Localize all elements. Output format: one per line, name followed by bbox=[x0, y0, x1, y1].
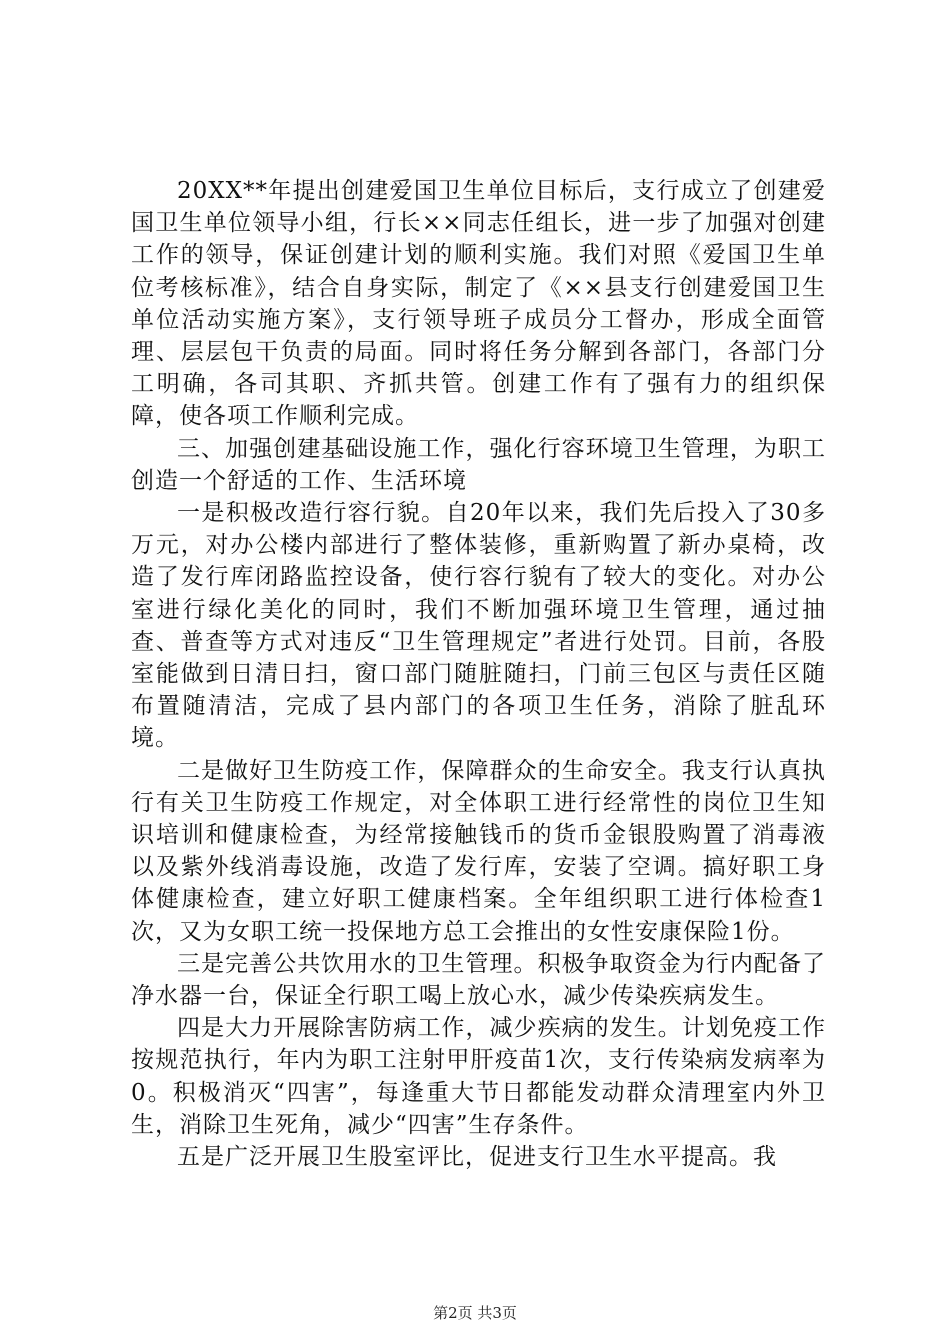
document-body bbox=[131, 175, 826, 1173]
paragraph-1: 20XX**年提出创建爱国卫生单位目标后，支行成立了创建爱国卫生单位领导小组，行长××同志任组长，进一步了加强对创建工作的领导，保证创建计划的顺利实施。我们对照《爱国卫生单位考核标准》，结合自身实际，制定了《××县支行创建爱国卫生单位活动实施方案》，支行领导班子成员分工督办，形成全面管理、层层包干负责的局面。同时将任务分解到各部门，各部门分工明确，各司其职、齐抓共管。创建工作有了强有力的组织保障，使各项工作顺利完成。 bbox=[131, 178, 826, 430]
paragraph-5: 三是完善公共饮用水的卫生管理。积极争取资金为行内配备了净水器一台，保证全行职工喝上放心水，减少传染疾病发生。 bbox=[131, 950, 826, 1010]
paragraph-2-heading: 三、加强创建基础设施工作，强化行容环境卫生管理，为职工创造一个舒适的工作、生活环境 bbox=[131, 435, 826, 494]
paragraph-3: 一是积极改造行容行貌。自20年以来，我们先后投入了30多万元，对办公楼内部进行了整体装修，重新购置了新办桌椅，改造了发行库闭路监控设备，使行容行貌有了较大的变化。对办公室进行绿化美化的同时，我们不断加强环境卫生管理，通过抽查、普查等方式对违反“卫生管理规定”者进行处罚。目前，各股室能做到日清日扫，窗口部门随脏随扫，门前三包区与责任区随布置随清洁，完成了县内部门的各项卫生任务，消除了脏乱环境。 bbox=[131, 500, 826, 752]
paragraph-7: 五是广泛开展卫生股室评比，促进支行卫生水平提高。我 bbox=[177, 1144, 777, 1171]
paragraph-6: 四是大力开展除害防病工作，减少疾病的发生。计划免疫工作按规范执行，年内为职工注射甲肝疫苗1次，支行传染病发病率为0。积极消灭“四害”，每逢重大节日都能发动群众清理室内外卫生，消除卫生死角，减少“四害”生存条件。 bbox=[131, 1015, 826, 1138]
paragraph-4: 二是做好卫生防疫工作，保障群众的生命安全。我支行认真执行有关卫生防疫工作规定，对全体职工进行经常性的岗位卫生知识培训和健康检查，为经常接触钱币的货币金银股购置了消毒液以及紫外线消毒设施，改造了发行库，安装了空调。搞好职工身体健康检查，建立好职工健康档案。全年组织职工进行体检查1次，又为女职工统一投保地方总工会推出的女性安康保险1份。 bbox=[131, 757, 826, 945]
page-footer: 第2页 共3页 bbox=[433, 1304, 517, 1322]
